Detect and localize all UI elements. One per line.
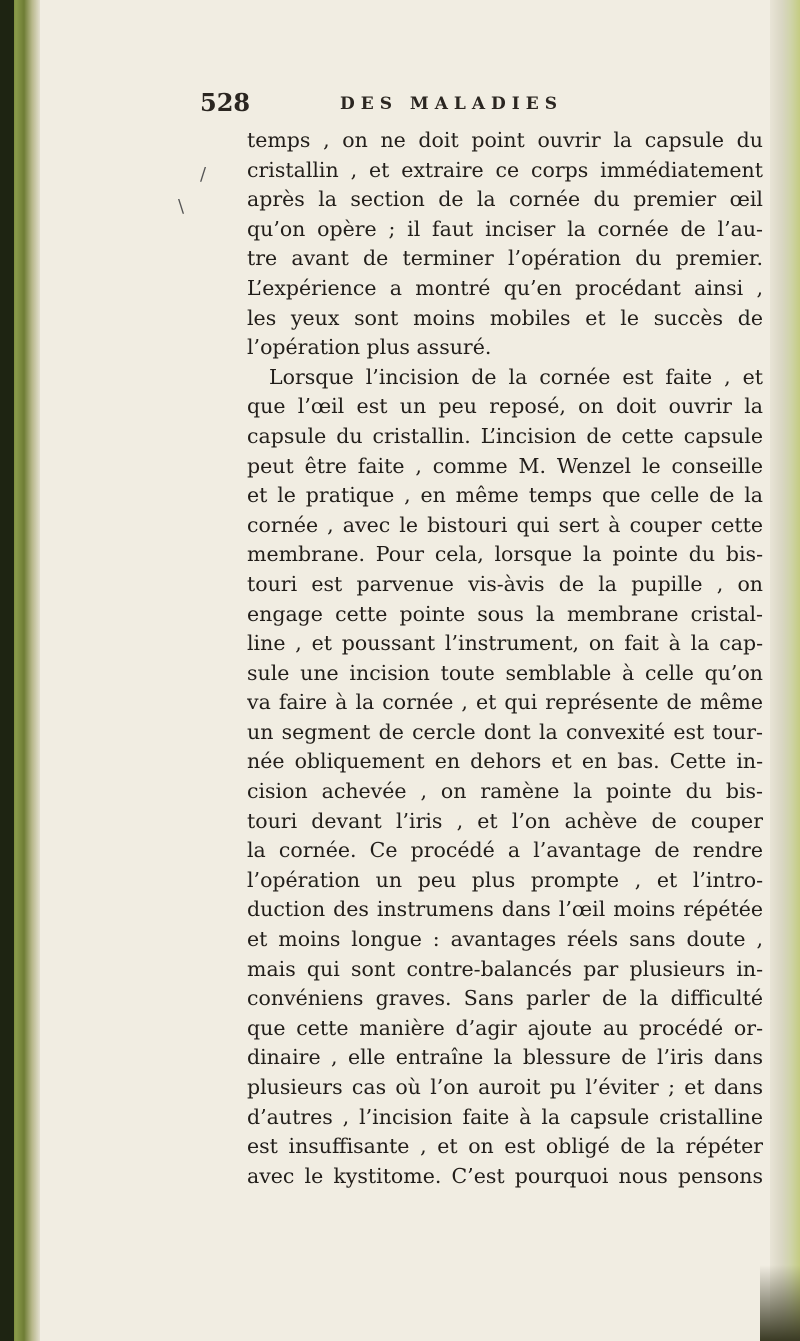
text-line: un segment de cercle dont la convexité est tour- [247,719,763,744]
text-line: et le pratique , en même temps que celle de la [247,483,763,508]
text-line: touri est parvenue vis-àvis de la pupille , on [247,571,763,596]
text-line: engage cette pointe sous la membrane cristal- [247,601,763,626]
text-line: convéniens graves. Sans parler de la difficulté [247,986,763,1011]
text-line: peut être faite , comme M. Wenzel le conseille [247,453,763,478]
text-line: l’opération un peu plus prompte , et l’intro- [247,867,763,892]
text-line: cision achevée , on ramène la pointe du bis- [247,779,763,804]
text-line: cristallin , et extraire ce corps immédiatement [247,157,763,182]
text-line: que cette manière d’agir ajoute au procédé or- [247,1015,763,1040]
text-line: sule une incision toute semblable à celle qu’on [247,660,763,685]
text-line: va faire à la cornée , et qui représente de même [247,690,763,715]
text-line: que l’œil est un peu reposé, on doit ouvrir la [247,394,763,419]
text-line: duction des instrumens dans l’œil moins répétée [247,897,763,922]
text-line: dinaire , elle entraîne la blessure de l’iris dans [247,1045,763,1070]
page-corner-shadow [760,1265,800,1341]
text-line: après la section de la cornée du premier œil [247,187,763,212]
text-line: L’expérience a montré qu’en procédant ainsi , [247,275,763,300]
text-line: les yeux sont moins mobiles et le succès de [247,305,763,330]
text-line: membrane. Pour cela, lorsque la pointe du bis- [247,542,763,567]
text-line: touri devant l’iris , et l’on achève de couper [247,808,763,833]
text-line: d’autres , l’incision faite à la capsule cristalline [247,1104,763,1129]
text-line: capsule du cristallin. L’incision de cette capsule [247,423,763,448]
text-line: qu’on opère ; il faut inciser la cornée de l’au- [247,216,763,241]
text-line: née obliquement en dehors et en bas. Cette in- [247,749,763,774]
text-line: line , et poussant l’instrument, on fait à la cap- [247,631,763,656]
running-head: DES MALADIES [340,94,563,114]
page-header [200,88,650,124]
text-line: est insuffisante , et on est obligé de la répéter [247,1134,763,1159]
page-edge [770,0,800,1341]
page-number: 528 [200,88,251,117]
text-line: plusieurs cas où l’on auroit pu l’éviter ; et dans [247,1075,763,1099]
text-line: Lorsque l’incision de la cornée est faite , et [269,364,763,389]
margin-mark: / [200,164,207,185]
text-line: et moins longue : avantages réels sans doute , [247,927,763,952]
text-line: temps , on ne doit point ouvrir la capsule du [247,128,763,152]
body-text [247,126,763,1191]
text-line: tre avant de terminer l’opération du premier. [247,246,763,271]
text-line: l’opération plus assuré. [247,335,492,360]
margin-mark: \ [178,196,185,217]
book-binding-shadow [0,0,14,1341]
text-line: avec le kystitome. C’est pourquoi nous pensons [247,1163,763,1188]
text-line: mais qui sont contre-balancés par plusieurs in- [247,956,763,981]
text-line: cornée , avec le bistouri qui sert à couper cette [247,512,763,537]
text-line: la cornée. Ce procédé a l’avantage de rendre [247,838,763,863]
